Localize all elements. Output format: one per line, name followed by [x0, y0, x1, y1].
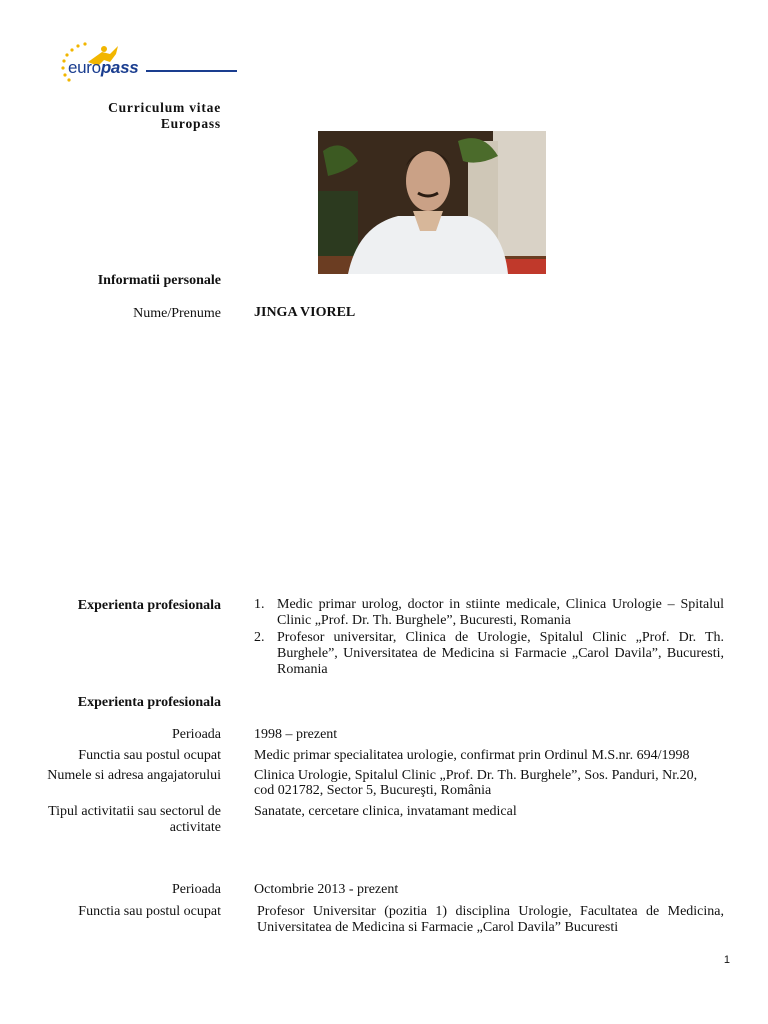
sector-label-line2: activitate [169, 820, 221, 835]
period-value: Octombrie 2013 - prezent [254, 882, 399, 897]
page-number: 1 [723, 954, 730, 966]
position-value: Profesor Universitar (pozitia 1) disciplina Urologie, Facultatea de Medicina, Universitatea de Medicina si Farmacie „Carol Davila” Bucuresti [257, 904, 724, 935]
employer-label: Numele si adresa angajatorului [47, 768, 221, 783]
europass-wordmark: europass [68, 58, 139, 77]
experience-summary-heading: Experienta profesionala [77, 598, 221, 613]
name-label: Nume/Prenume [133, 306, 221, 321]
period-value: 1998 – prezent [254, 727, 338, 742]
cv-title-line1: Curriculum vitae [108, 100, 221, 115]
position-label: Functia sau postul ocupat [78, 904, 221, 919]
position-label: Functia sau postul ocupat [78, 748, 221, 763]
employer-value-line1: Clinica Urologie, Spitalul Clinic „Prof. Dr. Th. Burghele”, Sos. Panduri, Nr.20, [254, 768, 698, 783]
experience-heading: Experienta profesionala [77, 695, 221, 710]
period-label: Perioada [172, 882, 221, 897]
list-item: 2. Profesor universitar, Clinica de Urologie, Spitalul Clinic „Prof. Dr. Th. Burghele”, Universitatea de Medicina si Farmacie „Carol Davila”, Bucuresti, Romania [254, 630, 724, 677]
logo-underline [146, 70, 237, 72]
experience-summary-list [254, 597, 724, 679]
list-item: 1. Medic primar urolog, doctor in stiinte medicale, Clinica Urologie – Spitalul Clinic „Prof. Dr. Th. Burghele”, Bucuresti, Romania [254, 597, 724, 628]
profile-photo [318, 131, 546, 274]
personal-info-heading: Informatii personale [97, 273, 221, 288]
period-label: Perioada [172, 727, 221, 742]
cv-title-line2: Europass [160, 116, 221, 131]
position-value: Medic primar specialitatea urologie, confirmat prin Ordinul M.S.nr. 694/1998 [254, 748, 690, 763]
name-value: JINGA VIOREL [254, 305, 356, 320]
sector-value: Sanatate, cercetare clinica, invatamant medical [254, 804, 517, 819]
sector-label-line1: Tipul activitatii sau sectorul de [48, 804, 221, 819]
employer-value-line2: cod 021782, Sector 5, Bucureşti, România [254, 783, 492, 798]
